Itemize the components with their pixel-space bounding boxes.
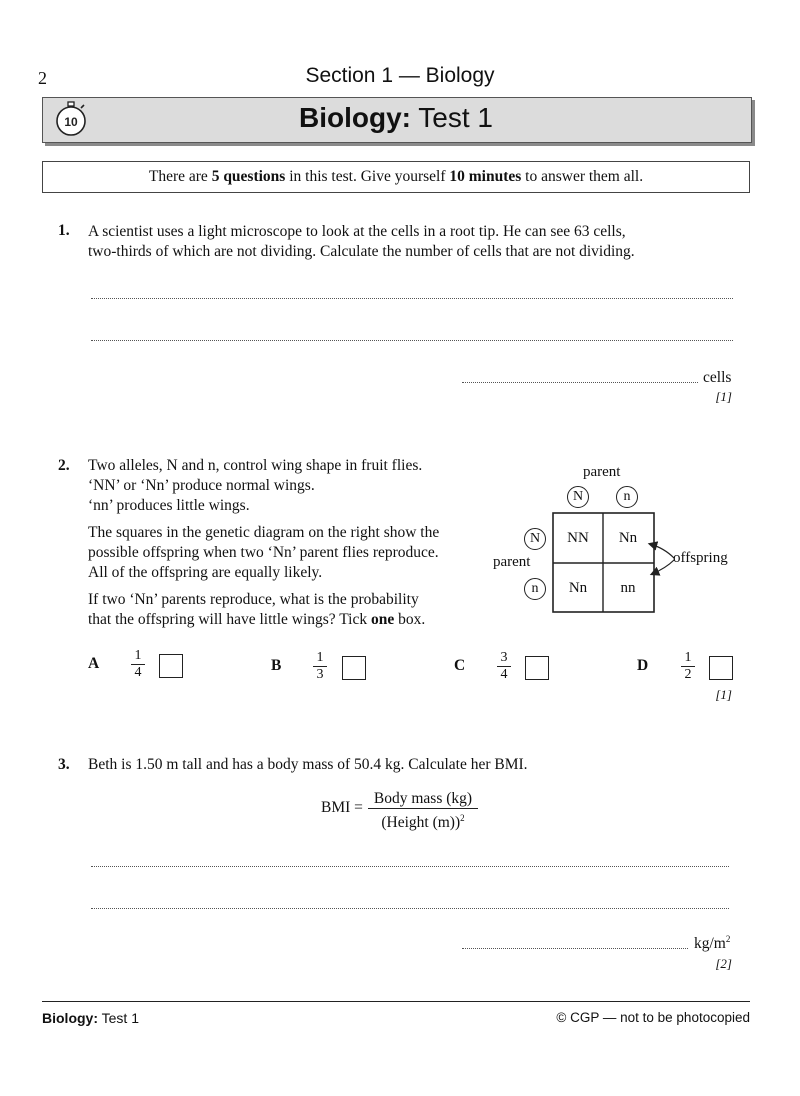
bmi-formula-exponent: 2 (460, 813, 465, 823)
q3-number: 3. (58, 756, 70, 773)
footer-test-name (42, 1010, 139, 1026)
option-a-letter: A (88, 655, 100, 672)
q1-marks: [1] (715, 389, 732, 404)
option-d-letter: D (637, 657, 649, 674)
bmi-formula-fraction (368, 789, 478, 832)
option-c-letter: C (454, 657, 466, 674)
q1-text (88, 222, 635, 262)
q2-intro (88, 456, 422, 516)
option-b-checkbox[interactable] (342, 656, 366, 680)
q1-line: A scientist uses a light microscope to look at the cells in a root tip. He can see 63 cells, (88, 223, 626, 240)
q1-line: two-thirds of which are not dividing. Calculate the number of cells that are not dividing. (88, 243, 635, 260)
footer-bold: Biology: (42, 1010, 98, 1026)
q3-unit-text: kg/m (694, 935, 726, 953)
q1-final-answer-line[interactable] (462, 382, 698, 383)
footer-divider (42, 1001, 750, 1002)
footer-copyright: © CGP — not to be photocopied (556, 1010, 750, 1025)
q2-line: All of the offspring are equally likely. (88, 564, 323, 581)
q2-line: If two ‘Nn’ parents reproduce, what is the probability (88, 591, 419, 608)
option-d-fraction (681, 650, 695, 683)
option-c-numerator: 3 (497, 650, 511, 667)
q2-line: ‘NN’ or ‘Nn’ produce normal wings. (88, 477, 315, 494)
option-c-checkbox[interactable] (525, 656, 549, 680)
q3-final-answer-line[interactable] (462, 948, 688, 949)
option-c-fraction (497, 650, 511, 683)
punnett-cell: nn (620, 580, 636, 596)
option-a-numerator: 1 (131, 648, 145, 665)
info-text: in this test. Give yourself (285, 168, 450, 185)
q2-emphasis: one (371, 611, 395, 628)
option-b-numerator: 1 (313, 650, 327, 667)
parent-left-label: parent (493, 554, 531, 570)
q2-line: possible offspring when two ‘Nn’ parent flies reproduce. (88, 544, 439, 561)
top-allele-2: n (616, 486, 638, 508)
q3-unit-exponent: 2 (725, 934, 731, 944)
option-b-letter: B (271, 657, 282, 674)
bmi-formula-numerator: Body mass (kg) (368, 789, 478, 809)
option-c-denominator: 4 (500, 667, 508, 682)
punnett-cell: NN (567, 530, 589, 546)
q1-unit: cells (703, 369, 732, 386)
q2-text: box. (394, 611, 426, 628)
offspring-label: offspring (673, 550, 728, 566)
q3-marks: [2] (715, 956, 732, 971)
q2-line: ‘nn’ produces little wings. (88, 497, 250, 514)
test-title (42, 102, 750, 134)
option-d-denominator: 2 (684, 667, 692, 682)
section-title: Section 1 — Biology (305, 64, 495, 87)
option-d-numerator: 1 (681, 650, 695, 667)
q2-text: that the offspring will have little wings? Tick (88, 611, 371, 628)
punnett-cell: Nn (618, 530, 638, 546)
bmi-formula-denominator-wrap (368, 809, 478, 832)
option-b-fraction (313, 650, 327, 683)
test-title-bold: Biology: (299, 102, 411, 133)
bmi-formula-lhs: BMI = (321, 799, 363, 816)
q2-line: The squares in the genetic diagram on the right show the (88, 524, 440, 541)
punnett-cell: Nn (568, 580, 588, 596)
top-allele-1: N (567, 486, 589, 508)
q2-paragraph (88, 523, 439, 583)
option-d-checkbox[interactable] (709, 656, 733, 680)
q1-answer-line[interactable] (91, 298, 733, 299)
q3-text: Beth is 1.50 m tall and has a body mass of 50.4 kg. Calculate her BMI. (88, 756, 528, 773)
q3-unit (694, 934, 730, 953)
info-text: There are (148, 168, 212, 185)
left-allele-1: N (524, 528, 546, 550)
info-question-count: 5 questions (211, 168, 286, 185)
bmi-formula-denominator: (Height (m)) (381, 814, 461, 832)
timer-minutes: 10 (64, 115, 78, 129)
info-minutes: 10 minutes (449, 168, 522, 185)
q1-number: 1. (58, 222, 70, 239)
left-allele-2: n (524, 578, 546, 600)
page-number: 2 (38, 68, 47, 88)
q2-line (88, 610, 425, 630)
q2-marks: [1] (715, 687, 732, 702)
q3-answer-line[interactable] (91, 908, 729, 909)
q1-answer-line[interactable] (91, 340, 733, 341)
q2-question (88, 590, 425, 630)
q2-line: Two alleles, N and n, control wing shape in fruit flies. (88, 457, 423, 474)
option-b-denominator: 3 (316, 667, 324, 682)
test-title-rest: Test 1 (411, 102, 493, 133)
option-a-fraction (131, 648, 145, 681)
info-text: to answer them all. (521, 168, 644, 185)
q3-answer-line[interactable] (91, 866, 729, 867)
footer-rest: Test 1 (98, 1010, 139, 1026)
parent-top-label: parent (583, 464, 621, 480)
q2-number: 2. (58, 457, 70, 474)
option-a-checkbox[interactable] (159, 654, 183, 678)
option-a-denominator: 4 (134, 665, 142, 680)
instructions-box (42, 161, 750, 193)
